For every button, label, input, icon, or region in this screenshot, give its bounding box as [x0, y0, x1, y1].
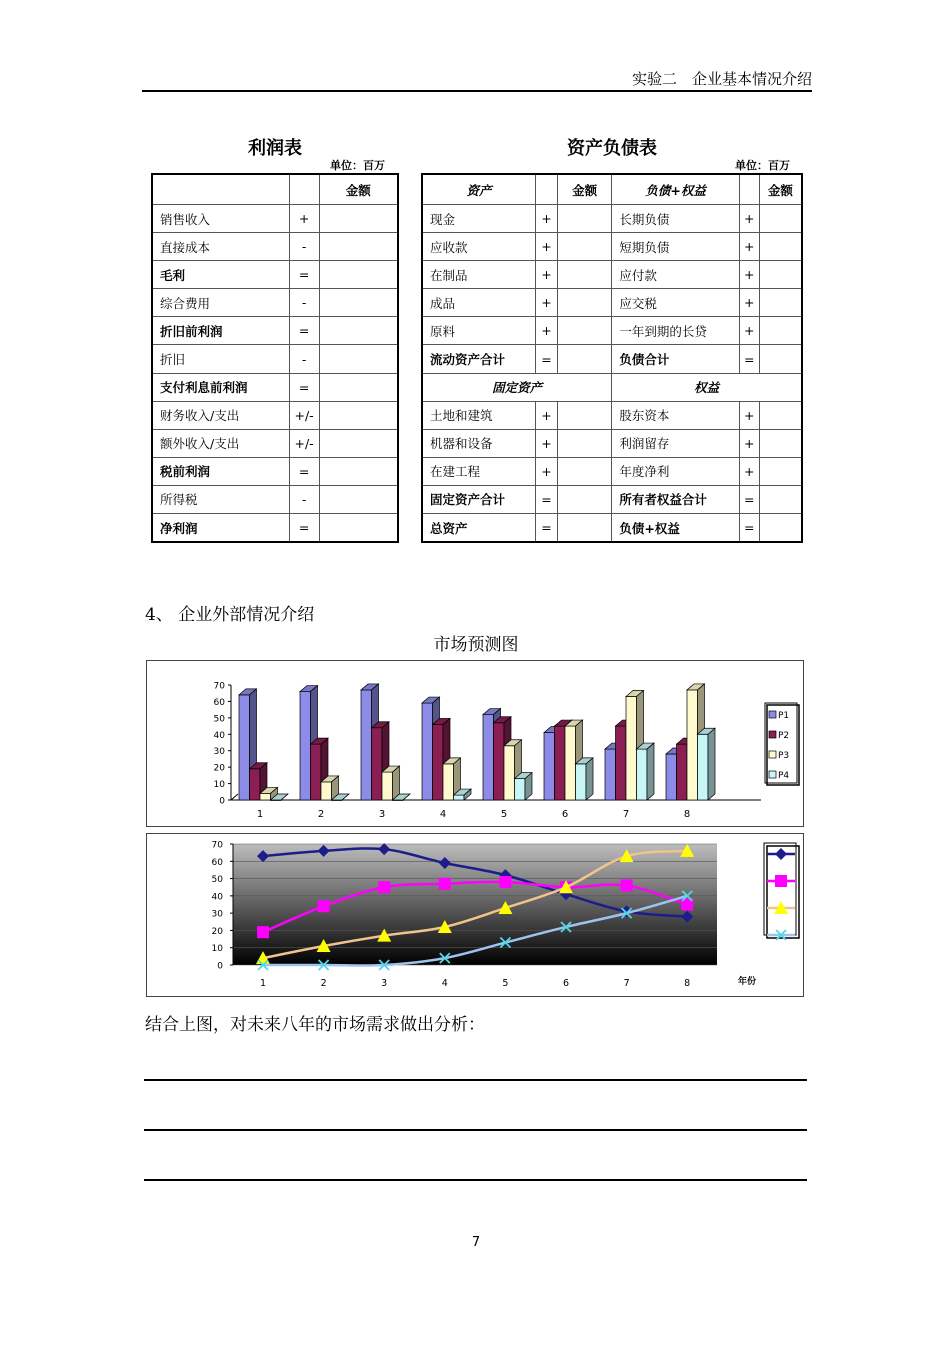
- income-row-amount-cell[interactable]: [319, 205, 398, 233]
- balance-asset-amount-cell[interactable]: [557, 514, 612, 543]
- income-statement-table: [151, 173, 399, 543]
- balance-liab-label: 负债合计: [612, 345, 739, 373]
- balance-header-amount1: 金额: [557, 174, 612, 205]
- income-row-amount-cell[interactable]: [319, 317, 398, 345]
- line-y-tick-label: 70: [211, 840, 223, 851]
- balance-asset-label: 在建工程: [422, 457, 536, 485]
- line-y-tick-label: 40: [211, 892, 223, 903]
- balance-row: [422, 485, 802, 513]
- bar-y-tick-label: 10: [213, 780, 225, 791]
- income-row-op: +/-: [289, 429, 319, 457]
- balance-asset-op: +: [536, 261, 558, 289]
- balance-liab-amount-cell[interactable]: [759, 429, 802, 457]
- income-row-amount-cell[interactable]: [319, 401, 398, 429]
- line-plot-area: [233, 844, 717, 965]
- balance-liab-label: 所有者权益合计: [612, 485, 739, 513]
- bar-y-tick-label: 50: [213, 714, 225, 725]
- balance-liab-amount-cell[interactable]: [759, 485, 802, 513]
- line-x-tick-label: 7: [623, 978, 630, 989]
- income-row-label: 直接成本: [152, 233, 289, 261]
- balance-liab-label: 长期负债: [612, 205, 739, 233]
- balance-liab-amount-cell[interactable]: [759, 457, 802, 485]
- balance-liab-amount-cell[interactable]: [759, 205, 802, 233]
- line-point-2-3: [378, 881, 390, 893]
- balance-liab-label: 利润留存: [612, 429, 739, 457]
- page-number: 7: [471, 1235, 481, 1250]
- income-row: [152, 205, 398, 233]
- balance-liab-op: +: [739, 261, 759, 289]
- income-row-op: =: [289, 261, 319, 289]
- balance-liab-op: =: [739, 485, 759, 513]
- income-row-label: 毛利: [152, 261, 289, 289]
- balance-row: [422, 345, 802, 373]
- balance-asset-op: =: [536, 485, 558, 513]
- balance-asset-label: 在制品: [422, 261, 536, 289]
- balance-header-liabilities: 负债+权益: [612, 174, 739, 205]
- bar-x-tick-label: 7: [622, 809, 630, 820]
- balance-asset-label: 流动资产合计: [422, 345, 536, 373]
- income-header-amount: 金额: [319, 174, 398, 205]
- balance-asset-label: 总资产: [422, 514, 536, 543]
- bar-y-tick-label: 60: [213, 697, 225, 708]
- income-row-label: 税前利润: [152, 457, 289, 485]
- balance-asset-label: 机器和设备: [422, 429, 536, 457]
- line-y-tick-label: 0: [217, 961, 223, 972]
- line-point-2-4: [439, 878, 451, 890]
- balance-asset-label: 固定资产合计: [422, 485, 536, 513]
- balance-header-op2: [739, 174, 759, 205]
- income-row-amount-cell[interactable]: [319, 514, 398, 543]
- balance-row: [422, 401, 802, 429]
- line-x-tick-label: 1: [259, 978, 267, 989]
- income-row: [152, 233, 398, 261]
- income-row-label: 额外收入/支出: [152, 429, 289, 457]
- balance-row: [422, 457, 802, 485]
- balance-liab-op: +: [739, 205, 759, 233]
- income-header-item: [152, 174, 289, 205]
- income-row-op: =: [289, 514, 319, 543]
- balance-asset-label: 土地和建筑: [422, 401, 536, 429]
- income-row-amount-cell[interactable]: [319, 261, 398, 289]
- income-row-amount-cell[interactable]: [319, 233, 398, 261]
- bar-chart-box: [146, 660, 804, 827]
- income-row-amount-cell[interactable]: [319, 457, 398, 485]
- balance-asset-op: +: [536, 205, 558, 233]
- balance-asset-amount-cell[interactable]: [557, 485, 612, 513]
- bar-p4-8: [698, 728, 716, 800]
- line-x-tick-label: 2: [320, 978, 327, 989]
- income-row-op: -: [289, 289, 319, 317]
- balance-asset-amount-cell[interactable]: [557, 457, 612, 485]
- income-row-op: =: [289, 317, 319, 345]
- income-row-op: =: [289, 373, 319, 401]
- balance-asset-amount-cell[interactable]: [557, 205, 612, 233]
- bar-legend-swatch: [769, 731, 776, 738]
- income-row-amount-cell[interactable]: [319, 345, 398, 373]
- balance-liab-amount-cell[interactable]: [759, 233, 802, 261]
- income-row-label: 净利润: [152, 514, 289, 543]
- bar-y-tick-label: 40: [213, 730, 225, 741]
- market-line-chart: [147, 834, 803, 996]
- bar-legend: [765, 703, 799, 785]
- balance-liab-op: +: [739, 233, 759, 261]
- income-row-op: +/-: [289, 401, 319, 429]
- income-header-op: [289, 174, 319, 205]
- line-x-tick-label: 3: [381, 978, 388, 989]
- line-y-tick-label: 10: [211, 944, 223, 955]
- line-legend: [764, 843, 799, 940]
- bar-x-tick-label: 6: [561, 809, 569, 820]
- income-row: [152, 485, 398, 513]
- chart-title: 市场预测图: [433, 635, 519, 655]
- market-bar-chart: [147, 661, 803, 826]
- balance-liab-label: 负债+权益: [612, 514, 739, 543]
- balance-asset-label: 成品: [422, 289, 536, 317]
- line-x-axis-label: 年份: [738, 977, 757, 987]
- balance-sheet-title: 资产负债表: [567, 138, 657, 159]
- income-row-label: 综合费用: [152, 289, 289, 317]
- bar-legend-label: P1: [778, 711, 790, 721]
- balance-header-assets: 资产: [422, 174, 536, 205]
- line-point-2-5: [499, 876, 511, 888]
- balance-liab-amount-cell[interactable]: [759, 261, 802, 289]
- bar-legend-swatch: [769, 771, 776, 778]
- balance-header-op1: [536, 174, 558, 205]
- line-point-2-1: [257, 926, 269, 938]
- income-row: [152, 373, 398, 401]
- income-row-amount-cell[interactable]: [319, 373, 398, 401]
- balance-asset-op: =: [536, 514, 558, 543]
- answer-line-1[interactable]: [144, 1079, 807, 1081]
- bar-legend-swatch: [769, 711, 776, 718]
- balance-asset-op: +: [536, 429, 558, 457]
- line-point-2-2: [318, 900, 330, 912]
- balance-liab-label: 年度净利: [612, 457, 739, 485]
- fixed-assets-header: 固定资产: [422, 373, 612, 401]
- balance-liab-amount-cell[interactable]: [759, 514, 802, 543]
- line-x-tick-label: 4: [441, 978, 448, 989]
- balance-liab-label: 应交税: [612, 289, 739, 317]
- balance-asset-op: +: [536, 317, 558, 345]
- income-row: [152, 457, 398, 485]
- balance-row: [422, 261, 802, 289]
- balance-asset-amount-cell[interactable]: [557, 317, 612, 345]
- balance-asset-op: =: [536, 345, 558, 373]
- income-row-amount-cell[interactable]: [319, 289, 398, 317]
- bar-p4-6: [576, 758, 594, 800]
- bar-x-tick-label: 2: [317, 809, 325, 820]
- header-title: 实验二 企业基本情况介绍: [631, 70, 812, 88]
- balance-liab-op: =: [739, 345, 759, 373]
- balance-row: [422, 205, 802, 233]
- equity-header: 权益: [612, 373, 802, 401]
- income-row-op: -: [289, 485, 319, 513]
- balance-liab-amount-cell[interactable]: [759, 289, 802, 317]
- income-row: [152, 289, 398, 317]
- balance-asset-amount-cell[interactable]: [557, 429, 612, 457]
- balance-asset-label: 原料: [422, 317, 536, 345]
- balance-asset-op: +: [536, 289, 558, 317]
- line-x-tick-label: 5: [502, 978, 509, 989]
- income-row-amount-cell[interactable]: [319, 485, 398, 513]
- balance-asset-amount-cell[interactable]: [557, 289, 612, 317]
- balance-row: [422, 429, 802, 457]
- answer-line-3[interactable]: [144, 1179, 807, 1181]
- bar-p3-3: [382, 766, 400, 800]
- line-y-tick-label: 20: [211, 926, 223, 937]
- page-header: [142, 68, 812, 92]
- income-row-op: -: [289, 345, 319, 373]
- income-row: [152, 261, 398, 289]
- line-chart-box: [146, 833, 804, 997]
- balance-row: [422, 233, 802, 261]
- income-row-label: 财务收入/支出: [152, 401, 289, 429]
- balance-asset-op: +: [536, 401, 558, 429]
- bar-x-tick-label: 8: [683, 809, 691, 820]
- balance-liab-label: 一年到期的长贷: [612, 317, 739, 345]
- income-row: [152, 514, 398, 543]
- income-row-op: +: [289, 205, 319, 233]
- income-row-label: 折旧: [152, 345, 289, 373]
- balance-row: [422, 317, 802, 345]
- balance-liab-op: +: [739, 317, 759, 345]
- balance-row: [422, 514, 802, 543]
- bar-x-tick-label: 3: [378, 809, 386, 820]
- analysis-prompt: 结合上图，对未来八年的市场需求做出分析：: [145, 1015, 485, 1035]
- section-heading: 4、 企业外部情况介绍: [145, 605, 315, 625]
- bar-y-tick-label: 0: [219, 796, 225, 807]
- balance-asset-label: 应收款: [422, 233, 536, 261]
- balance-liab-op: +: [739, 289, 759, 317]
- balance-liab-op: =: [739, 514, 759, 543]
- income-row: [152, 345, 398, 373]
- line-point-2-7: [621, 879, 633, 891]
- line-x-tick-label: 6: [562, 978, 570, 989]
- balance-asset-op: +: [536, 457, 558, 485]
- income-row-amount-cell[interactable]: [319, 429, 398, 457]
- bar-y-tick-label: 20: [213, 763, 225, 774]
- balance-liab-label: 应付款: [612, 261, 739, 289]
- income-row-op: -: [289, 233, 319, 261]
- income-row-label: 所得税: [152, 485, 289, 513]
- income-statement-unit: 单位：百万: [330, 159, 385, 172]
- income-row-label: 折旧前利润: [152, 317, 289, 345]
- balance-asset-label: 现金: [422, 205, 536, 233]
- line-y-tick-label: 50: [211, 875, 223, 886]
- bar-legend-label: P4: [778, 771, 790, 781]
- bar-p4-5: [515, 773, 533, 800]
- bar-x-tick-label: 4: [439, 809, 447, 820]
- balance-sheet-table: [421, 173, 803, 543]
- income-row: [152, 429, 398, 457]
- balance-liab-amount-cell[interactable]: [759, 401, 802, 429]
- bar-p4-7: [637, 743, 655, 800]
- balance-liab-amount-cell[interactable]: [759, 345, 802, 373]
- income-row-op: =: [289, 457, 319, 485]
- balance-liab-op: +: [739, 401, 759, 429]
- bar-y-tick-label: 70: [213, 681, 225, 692]
- balance-asset-amount-cell[interactable]: [557, 345, 612, 373]
- balance-asset-amount-cell[interactable]: [557, 261, 612, 289]
- bar-legend-label: P3: [778, 751, 790, 761]
- income-row: [152, 401, 398, 429]
- line-y-tick-label: 60: [211, 857, 223, 868]
- balance-liab-op: +: [739, 457, 759, 485]
- answer-line-2[interactable]: [144, 1129, 807, 1131]
- bar-x-tick-label: 5: [500, 809, 508, 820]
- balance-liab-op: +: [739, 429, 759, 457]
- income-statement-title: 利润表: [248, 138, 302, 159]
- balance-asset-amount-cell[interactable]: [557, 401, 612, 429]
- bar-x-tick-label: 1: [256, 809, 264, 820]
- income-row-label: 销售收入: [152, 205, 289, 233]
- balance-sheet-unit: 单位：百万: [735, 159, 790, 172]
- bar-legend-label: P2: [778, 731, 790, 741]
- bar-y-tick-label: 30: [213, 747, 225, 758]
- bar-legend-swatch: [769, 751, 776, 758]
- income-row: [152, 317, 398, 345]
- balance-subheader-row: [422, 373, 802, 401]
- line-x-tick-label: 8: [684, 978, 691, 989]
- balance-asset-amount-cell[interactable]: [557, 233, 612, 261]
- balance-row: [422, 289, 802, 317]
- balance-liab-label: 股东资本: [612, 401, 739, 429]
- line-y-tick-label: 30: [211, 909, 223, 920]
- balance-header-amount2: 金额: [759, 174, 802, 205]
- bar-floor-edge: [231, 794, 238, 800]
- balance-liab-label: 短期负债: [612, 233, 739, 261]
- income-row-label: 支付利息前利润: [152, 373, 289, 401]
- balance-liab-amount-cell[interactable]: [759, 317, 802, 345]
- balance-asset-op: +: [536, 233, 558, 261]
